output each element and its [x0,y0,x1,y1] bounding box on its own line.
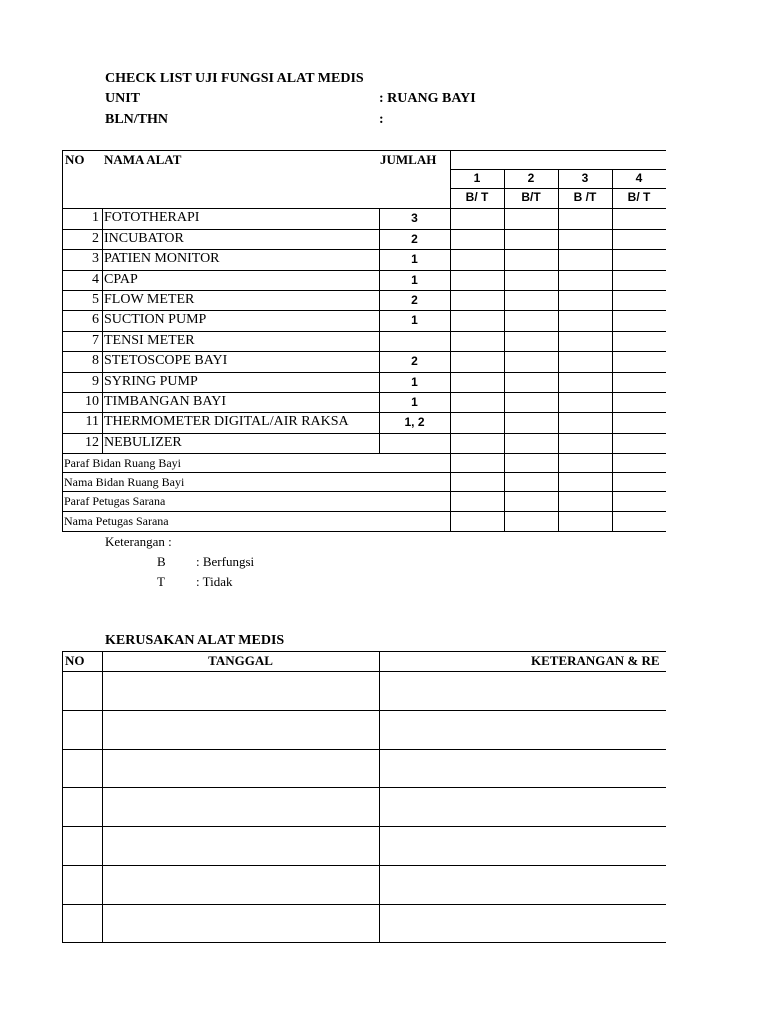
item-name: TENSI METER [104,333,195,348]
period-value: : [379,112,384,127]
unit-value: : RUANG BAYI [379,91,476,106]
col-no-header: NO [65,152,85,167]
week-1-sub: B/ T [465,190,489,204]
item-qty: 3 [411,211,418,225]
item-no: 4 [92,272,99,287]
col-qty-header: JUMLAH [380,152,437,167]
item-name: THERMOMETER DIGITAL/AIR RAKSA [104,414,349,429]
legend-b-value: : Berfungsi [196,554,255,569]
item-no: 9 [92,374,99,389]
week-4-sub: B/ T [627,190,651,204]
week-4-header: 4 [635,171,643,185]
item-name: CPAP [104,272,138,287]
footer-nama-petugas: Nama Petugas Sarana [64,514,169,528]
period-label: BLN/THN [105,112,169,127]
footer-paraf-petugas: Paraf Petugas Sarana [64,494,166,508]
damage-title: KERUSAKAN ALAT MEDIS [105,633,285,648]
item-no: 11 [85,414,99,429]
item-qty: 1 [411,252,418,266]
item-no: 6 [92,312,99,327]
item-name: SUCTION PUMP [104,312,207,327]
unit-label: UNIT [105,91,141,106]
item-qty: 2 [411,293,418,307]
item-name: FOTOTHERAPI [104,210,200,225]
damage-col-date: TANGGAL [208,653,273,668]
week-2-sub: B/T [521,190,541,204]
item-qty: 2 [411,232,418,246]
week-3-sub: B /T [573,190,597,204]
item-no: 12 [85,435,99,450]
item-no: 8 [92,353,99,368]
col-name-header: NAMA ALAT [104,152,182,167]
item-name: SYRING PUMP [104,374,198,389]
item-qty: 1 [411,313,418,327]
item-no: 5 [92,292,99,307]
item-name: INCUBATOR [104,231,184,246]
item-no: 2 [92,231,99,246]
damage-col-no: NO [65,653,85,668]
week-1-header: 1 [473,171,481,185]
item-name: NEBULIZER [104,435,182,450]
item-name: TIMBANGAN BAYI [104,394,226,409]
legend-t-key: T [157,574,165,589]
item-qty: 1 [411,273,418,287]
item-no: 1 [92,210,99,225]
week-2-header: 2 [527,171,535,185]
week-3-header: 3 [581,171,589,185]
legend-t-value: : Tidak [196,574,233,589]
item-no: 3 [92,251,99,266]
footer-paraf-bidan: Paraf Bidan Ruang Bayi [64,456,181,470]
damage-col-note: KETERANGAN & RE [531,653,660,668]
item-name: PATIEN MONITOR [104,251,220,266]
item-qty: 1, 2 [404,415,425,429]
item-no: 10 [85,394,99,409]
legend-b-key: B [157,554,166,569]
item-qty: 1 [411,395,418,409]
item-name: STETOSCOPE BAYI [104,353,228,368]
legend-title: Keterangan : [105,534,172,549]
item-qty: 2 [411,354,418,368]
footer-nama-bidan: Nama Bidan Ruang Bayi [64,475,185,489]
item-name: FLOW METER [104,292,195,307]
item-no: 7 [92,333,99,348]
item-qty: 1 [411,375,418,389]
document-title: CHECK LIST UJI FUNGSI ALAT MEDIS [105,71,364,86]
